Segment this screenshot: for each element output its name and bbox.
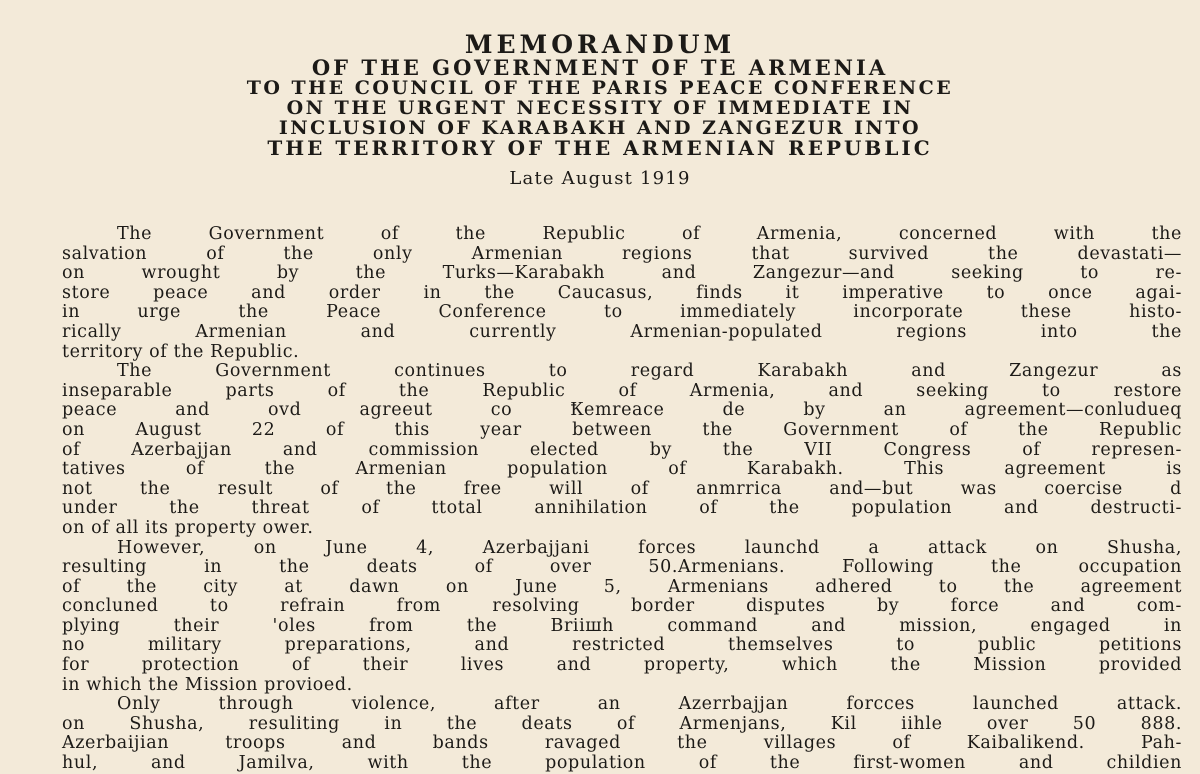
body-line: plying their 'oles from the Brіішh command and mission, engaged in xyxy=(62,615,1182,636)
body-line: of Azerbajjan and commission elected by the VII Congress of represen- xyxy=(62,439,1182,460)
body-line: hul, and Jamilva, with the population of the first-women and chіldіen xyxy=(62,753,1182,774)
body-line: on Shusha, resuliting in the deats of Armenjans, Kil iihle over 50 888. xyxy=(62,713,1182,734)
body-line: resulting in the deats of over 50.Armenians. Following the occupation xyxy=(62,557,1182,578)
document-heading xyxy=(0,30,1200,190)
body-line: on of all its property ower. xyxy=(62,517,314,538)
body-line: However, on June 4, Azerbajjani forces launchd a attack on Shusha, xyxy=(117,537,1182,558)
memorandum-page xyxy=(0,30,1200,774)
body-line: peace and ovd agreeut co Ꝁemreace de by an agreement—conluduеq xyxy=(62,400,1182,421)
subtitle-line: TO THE COUNCIL OF THE PARIS PEACE CONFERENCE xyxy=(246,77,954,99)
body-line: territory of the Republic. xyxy=(62,341,300,362)
body-line: for protection of their lives and property, which the Mission provided xyxy=(62,655,1182,676)
body-line: on wrought by the Turks—Karabakh and Zangezur—and seeking to re- xyxy=(62,263,1182,284)
body-line: under the threat of ttotal annihilation of the population and destructi- xyxy=(62,498,1182,519)
body-line: Azerbaijian troops and bands ravaged the villages of Kaibalikend. Pah- xyxy=(62,733,1182,754)
body-line: rically Armenian and currently Armenian-populated regions into the xyxy=(62,321,1182,342)
body-line: on August 22 of this year between the Government of the Republic xyxy=(62,419,1182,440)
body-line: not the result of the free will of anmrrica and—but was coercise d xyxy=(62,478,1182,499)
body-line: The Government of the Republic of Armenia, concerned with the xyxy=(117,224,1182,244)
subtitle-line: THE TERRITORY OF THE ARMENIAN REPUBLIC xyxy=(267,136,933,160)
subtitle-line: ON THE URGENT NECESSITY OF IMMEDIATE IN xyxy=(286,97,914,119)
subtitle-line: OF THE GOVERNMENT OF TE ARMENIA xyxy=(311,55,889,80)
body-line: conclunеd to refrain from resolving border disputes by force and com- xyxy=(62,596,1182,617)
document-title: MEMORANDUM xyxy=(464,30,736,59)
body-line: tatives of the Armenian population of Karabakh. This agreement is xyxy=(62,459,1182,480)
body-line: no military preparations, and restricted themselves to public petitions xyxy=(62,635,1182,656)
body-line: in urge the Peace Conference to immediately incorporate these histo- xyxy=(62,302,1182,323)
body-line: salvation of the only Armenian regions that survived the devastati— xyxy=(62,243,1182,264)
body-line: Only through violence, after an Azerrbajjan forcces launched attack. xyxy=(117,694,1182,715)
document-body xyxy=(62,225,1182,774)
body-line: store peace and order in the Caucasus, finds it imperative to once agai- xyxy=(62,282,1182,303)
body-line: The Government continues to regard Karabakh and Zangezur as xyxy=(117,361,1182,382)
subtitle-line: INCLUSION OF KARABAKH AND ZANGEZUR INTO xyxy=(278,117,922,139)
body-line: in which the Mission provioed. xyxy=(62,674,353,695)
body-line: inseparable parts of the Republic of Armenia, and seeking to restore xyxy=(62,380,1182,401)
document-date: Late August 1919 xyxy=(509,168,691,189)
body-line: of the city at dawn on June 5, Armenians adhered to the agreement xyxy=(62,576,1182,597)
